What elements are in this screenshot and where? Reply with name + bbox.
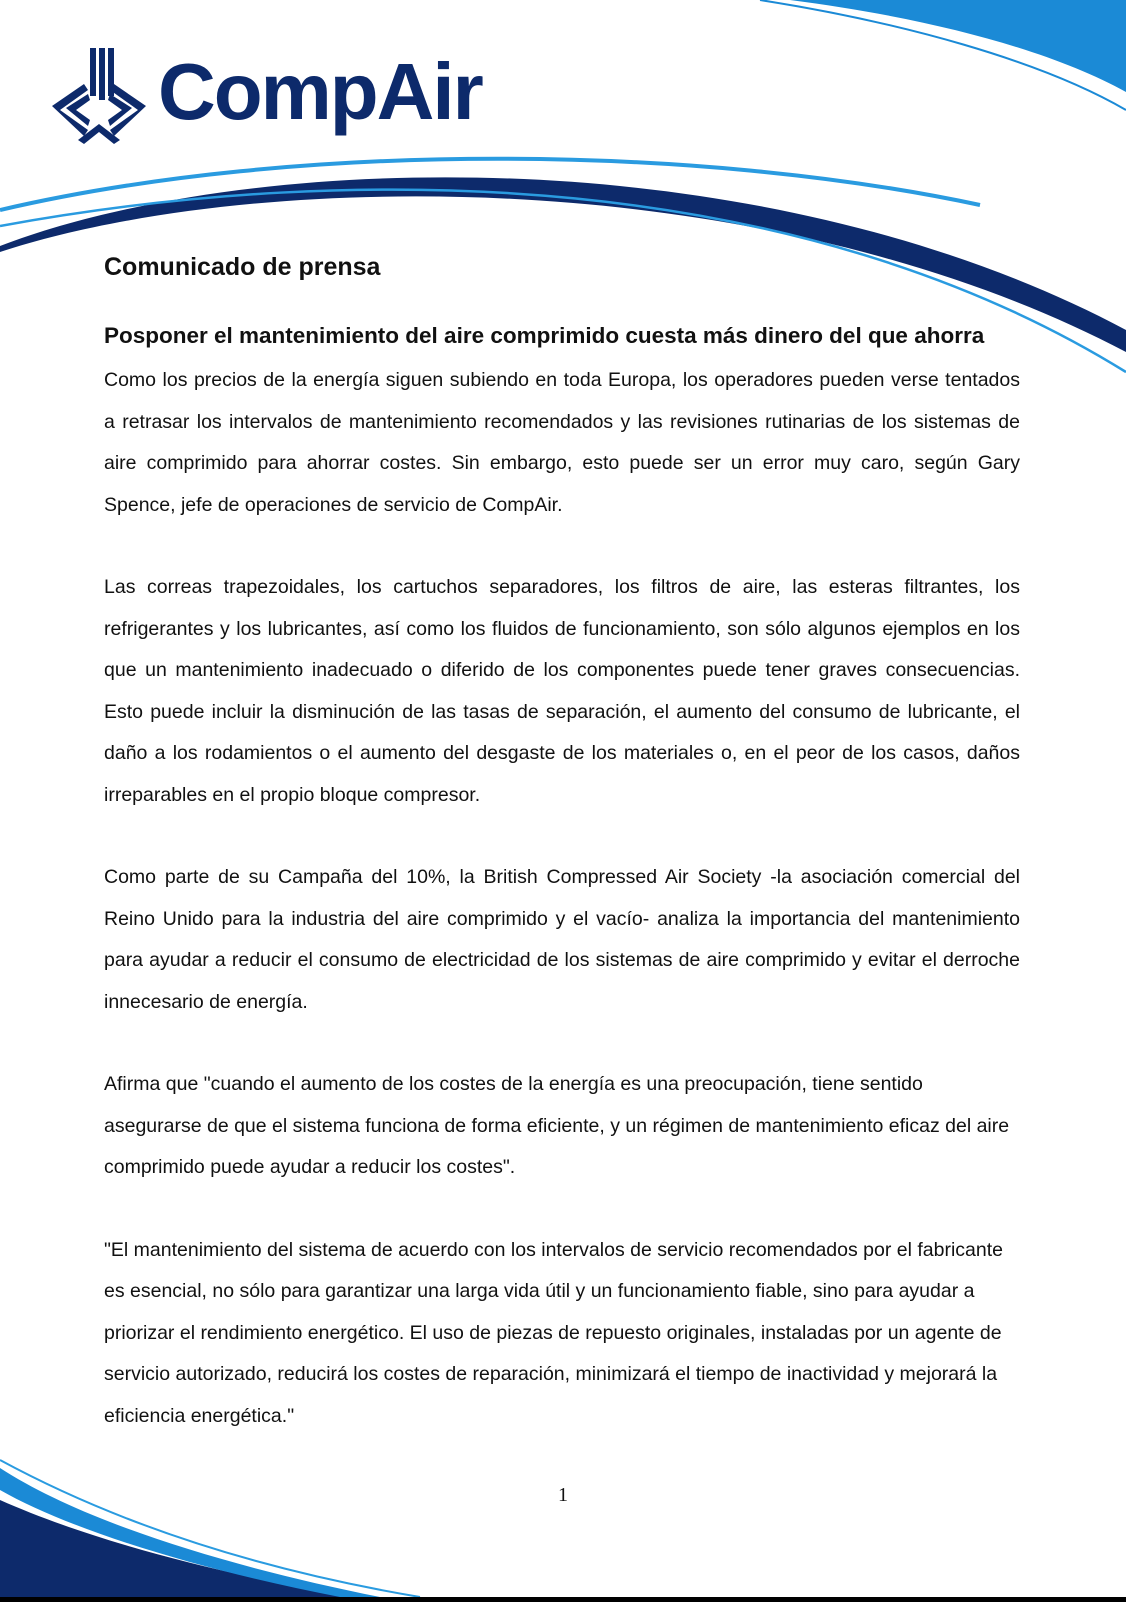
- press-release-body: [104, 250, 1020, 1437]
- compair-logo-icon: [48, 44, 150, 146]
- bottom-border: [0, 1597, 1126, 1602]
- paragraph-1: Como los precios de la energía siguen subiendo en toda Europa, los operadores pueden verse tentados a retrasar los intervalos de mantenimiento recomendados y las revisiones rutinarias de los sistemas de aire comprimido para ahorrar costes. Sin embargo, esto puede ser un error muy caro, según Gary Spence, jefe de operaciones de servicio de CompAir.: [104, 369, 1020, 516]
- paragraph-5: "El mantenimiento del sistema de acuerdo con los intervalos de servicio recomendados por el fabricante es esencial, no sólo para garantizar una larga vida útil y un funcionamiento fiable, sino para ayudar a priorizar el rendimiento energético. El uso de piezas de repuesto originales, instaladas por un agente de servicio autorizado, reducirá los costes de reparación, minimizará el tiempo de inactividad y mejorará la eficiencia energética.": [104, 1238, 1003, 1427]
- page-number: 1: [558, 1484, 568, 1506]
- paragraph-2: Las correas trapezoidales, los cartuchos separadores, los filtros de aire, las esteras filtrantes, los refrigerantes y los lubricantes, así como los fluidos de funcionamiento, son sólo algunos ejemplos en los que un mantenimiento inadecuado o diferido de los componentes puede tener graves consecuencias. Esto puede incluir la disminución de las tasas de separación, el aumento del consumo de lubricante, el daño a los rodamientos o el aumento del desgaste de los materiales o, en el peor de los casos, daños irreparables en el propio bloque compresor.: [104, 576, 1020, 806]
- compair-logo: [48, 40, 482, 150]
- paragraph-4: Afirma que "cuando el aumento de los costes de la energía es una preocupación, tiene sentido asegurarse de que el sistema funciona de forma eficiente, y un régimen de mantenimiento eficaz del aire comprimido puede ayudar a reducir los costes".: [104, 1073, 1010, 1178]
- headline: Posponer el mantenimiento del aire comprimido cuesta más dinero del que ahorra: [104, 323, 985, 348]
- compair-logo-text: CompAir: [158, 47, 482, 136]
- paragraph-3: Como parte de su Campaña del 10%, la British Compressed Air Society -la asociación comercial del Reino Unido para la industria del aire comprimido y el vacío- analiza la importancia del mantenimiento para ayudar a reducir el consumo de electricidad de los sistemas de aire comprimido y evitar el derroche innecesario de energía.: [104, 866, 1020, 1013]
- section-title: Comunicado de prensa: [104, 253, 381, 281]
